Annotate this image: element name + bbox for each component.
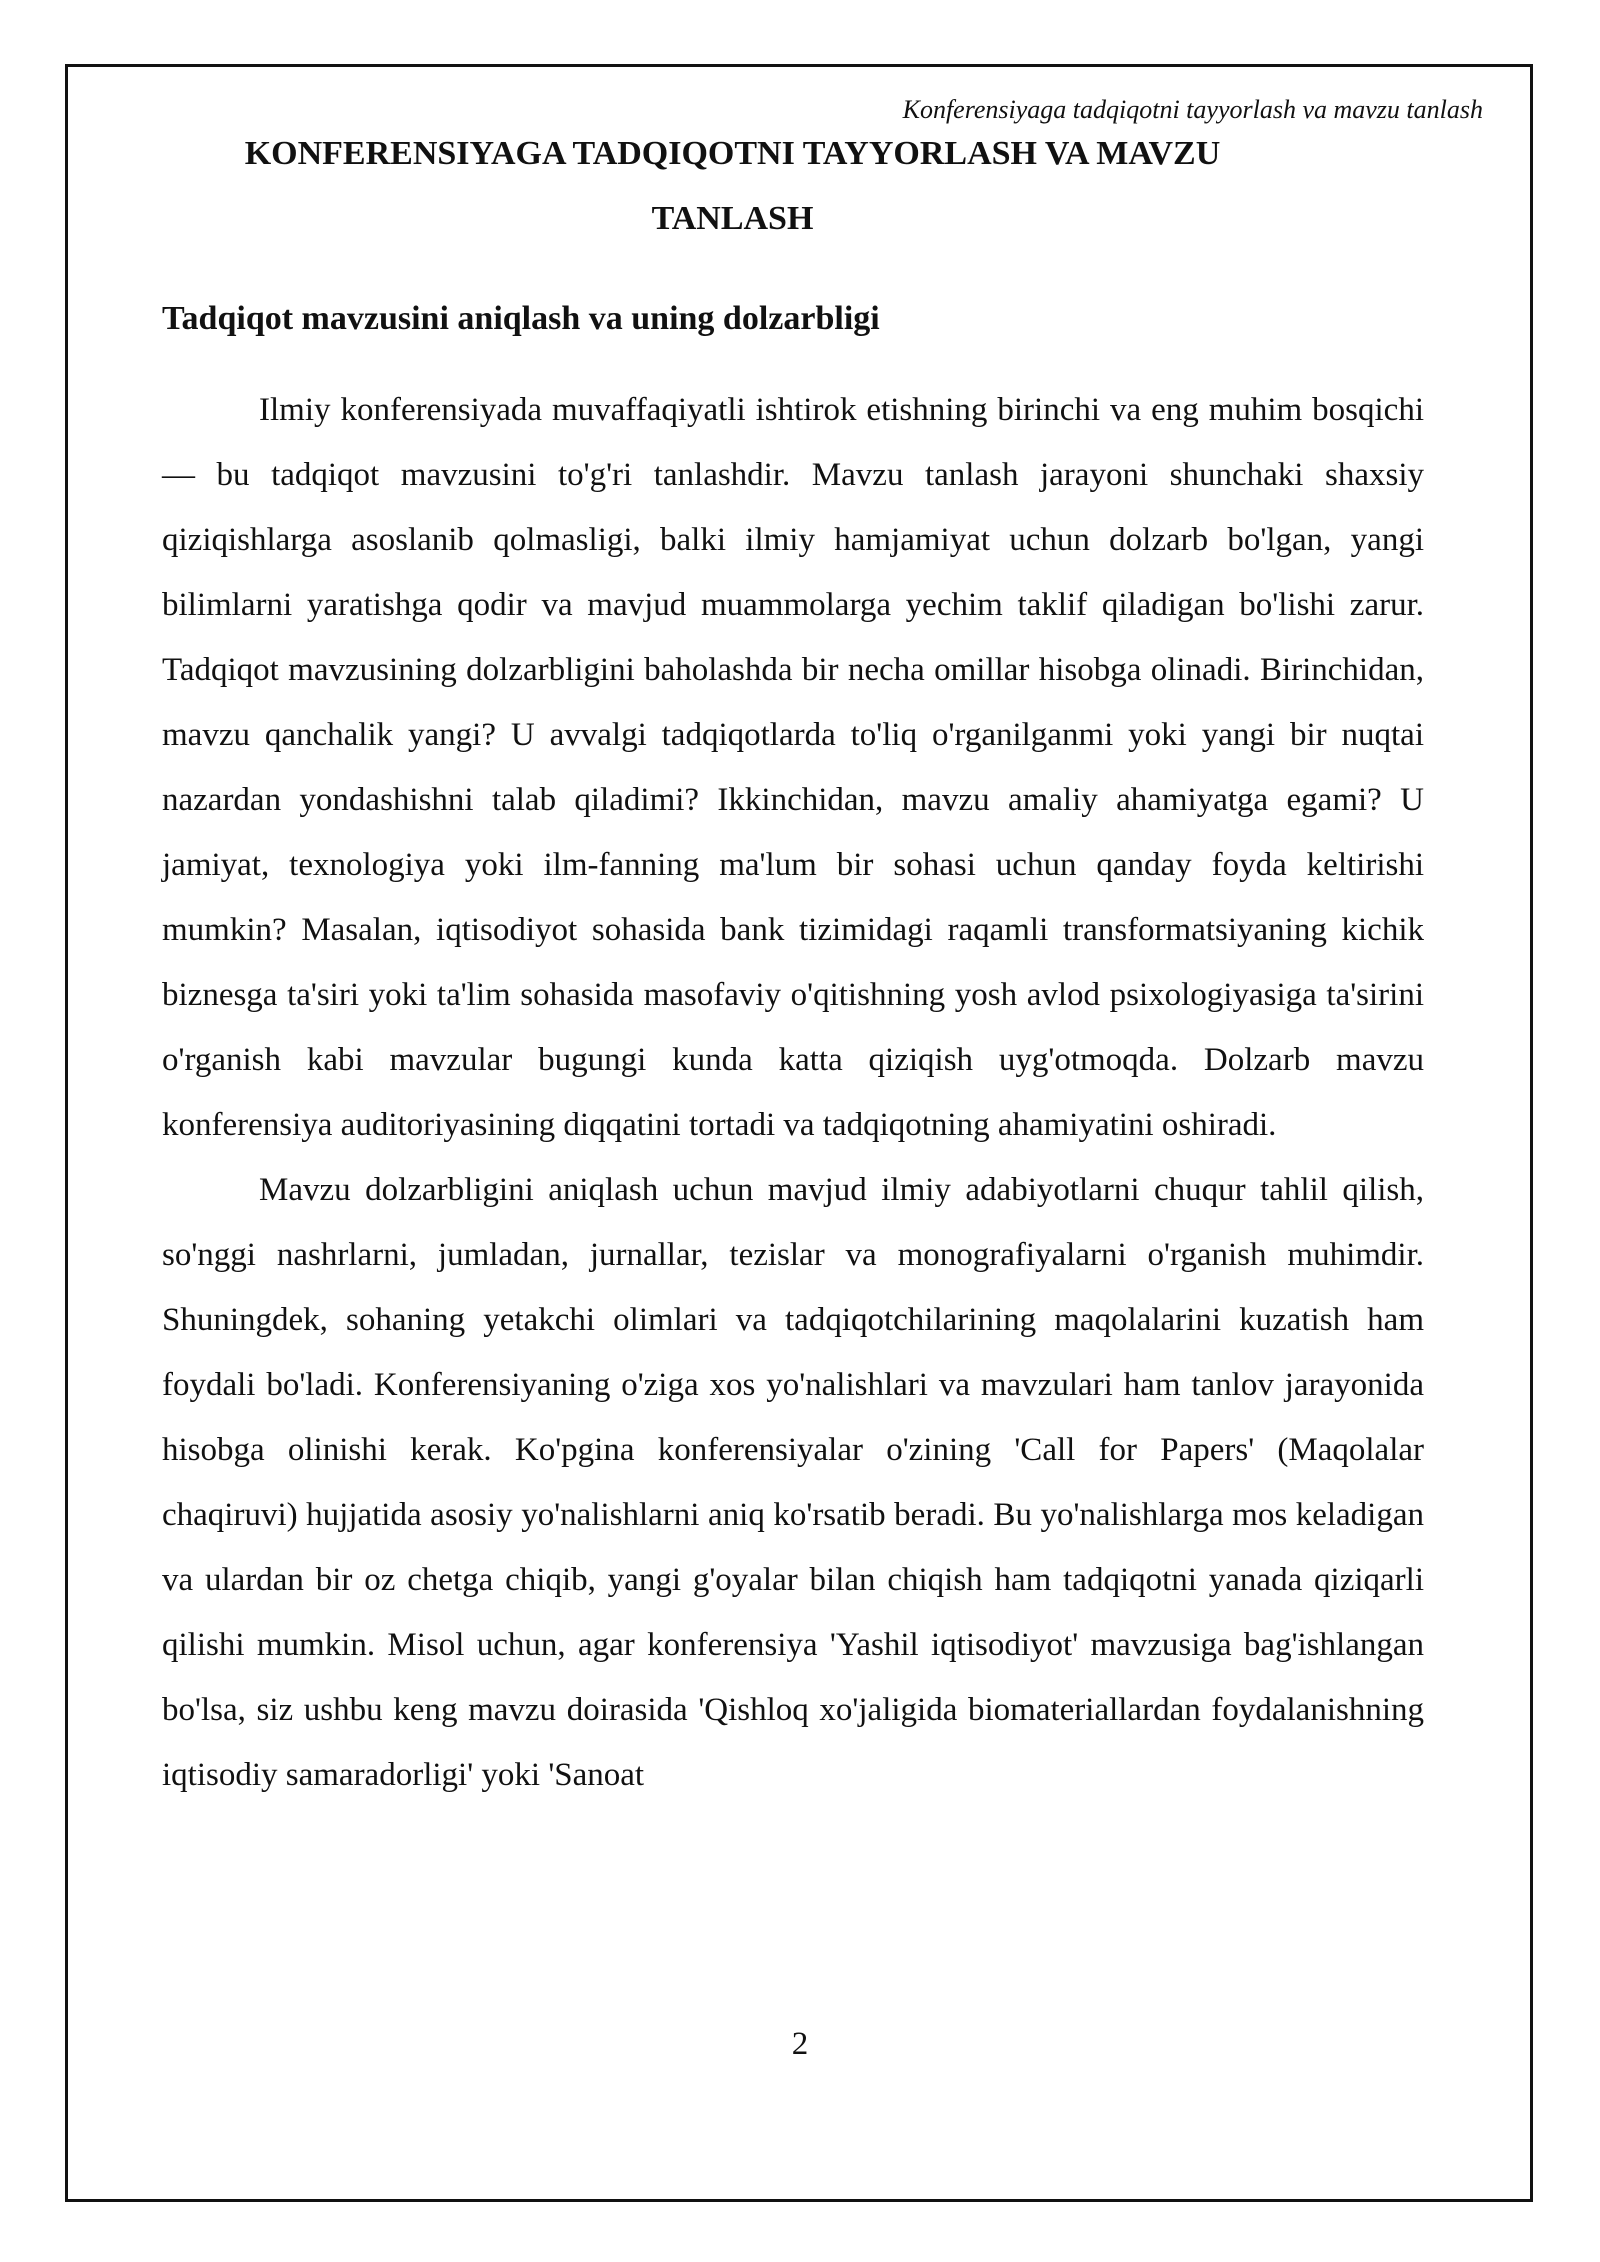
section-heading: Tadqiqot mavzusini aniqlash va uning dolzarbligi	[162, 300, 880, 337]
paragraph: Ilmiy konferensiyada muvaffaqiyatli ishtirok etishning birinchi va eng muhim bosqichi — bu tadqiqot mavzusini to'g'ri tanlashdir. Mavzu tanlash jarayoni shunchaki shaxsiy qiziqishlarga asoslanib qolmasligi, balki ilmiy hamjamiyat uchun dolzarb bo'lgan, yangi bilimlarni yaratishga qodir va mavjud muammolarga yechim taklif qiladigan bo'lishi zarur. Tadqiqot mavzusining dolzarbligini baholashda bir necha omillar hisobga olinadi. Birinchidan, mavzu qanchalik yangi? U avvalgi tadqiqotlarda to'liq o'rganilganmi yoki yangi bir nuqtai nazardan yondashishni talab qiladimi? Ikkinchidan, mavzu amaliy ahamiyatga egami? U jamiyat, texnologiya yoki ilm-fanning ma'lum bir sohasi uchun qanday foyda keltirishi mumkin? Masalan, iqtisodiyot sohasida bank tizimidagi raqamli transformatsiyaning kichik biznesga ta'siri yoki ta'lim sohasida masofaviy o'qitishning yosh avlod psixologiyasiga ta'sirini o'rganish kabi mavzular bugungi kunda katta qiziqish uyg'otmoqda. Dolzarb mavzu konferensiya auditoriyasining diqqatini tortadi va tadqiqotning ahamiyatini oshiradi.	[162, 392, 1424, 1143]
document-title: KONFERENSIYAGA TADQIQOTNI TAYYORLASH VA MAVZU TANLASH	[244, 135, 1221, 237]
body-text	[162, 378, 1424, 1808]
paragraph: Mavzu dolzarbligini aniqlash uchun mavjud ilmiy adabiyotlarni chuqur tahlil qilish, so'nggi nashrlarni, jumladan, jurnallar, tezislar va monografiyalarni o'rganish muhimdir. Shuningdek, sohaning yetakchi olimlari va tadqiqotchilarining maqolalarini kuzatish ham foydali bo'ladi. Konferensiyaning o'ziga xos yo'nalishlari va mavzulari ham tanlov jarayonida hisobga olinishi kerak. Ko'pgina konferensiyalar o'zining 'Call for Papers' (Maqolalar chaqiruvi) hujjatida asosiy yo'nalishlarni aniq ko'rsatib beradi. Bu yo'nalishlarga mos keladigan va ulardan bir oz chetga chiqib, yangi g'oyalar bilan chiqish ham tadqiqotni yanada qiziqarli qilishi mumkin. Misol uchun, agar konferensiya 'Yashil iqtisodiyot' mavzusiga bag'ishlangan bo'lsa, siz ushbu keng mavzu doirasida 'Qishloq xo'jaligida biomateriallardan foydalanishning iqtisodiy samaradorligi' yoki 'Sanoat	[162, 1172, 1424, 1793]
running-header: Konferensiyaga tadqiqotni tayyorlash va mavzu tanlash	[902, 95, 1483, 124]
page-number: 2	[791, 2026, 809, 2062]
